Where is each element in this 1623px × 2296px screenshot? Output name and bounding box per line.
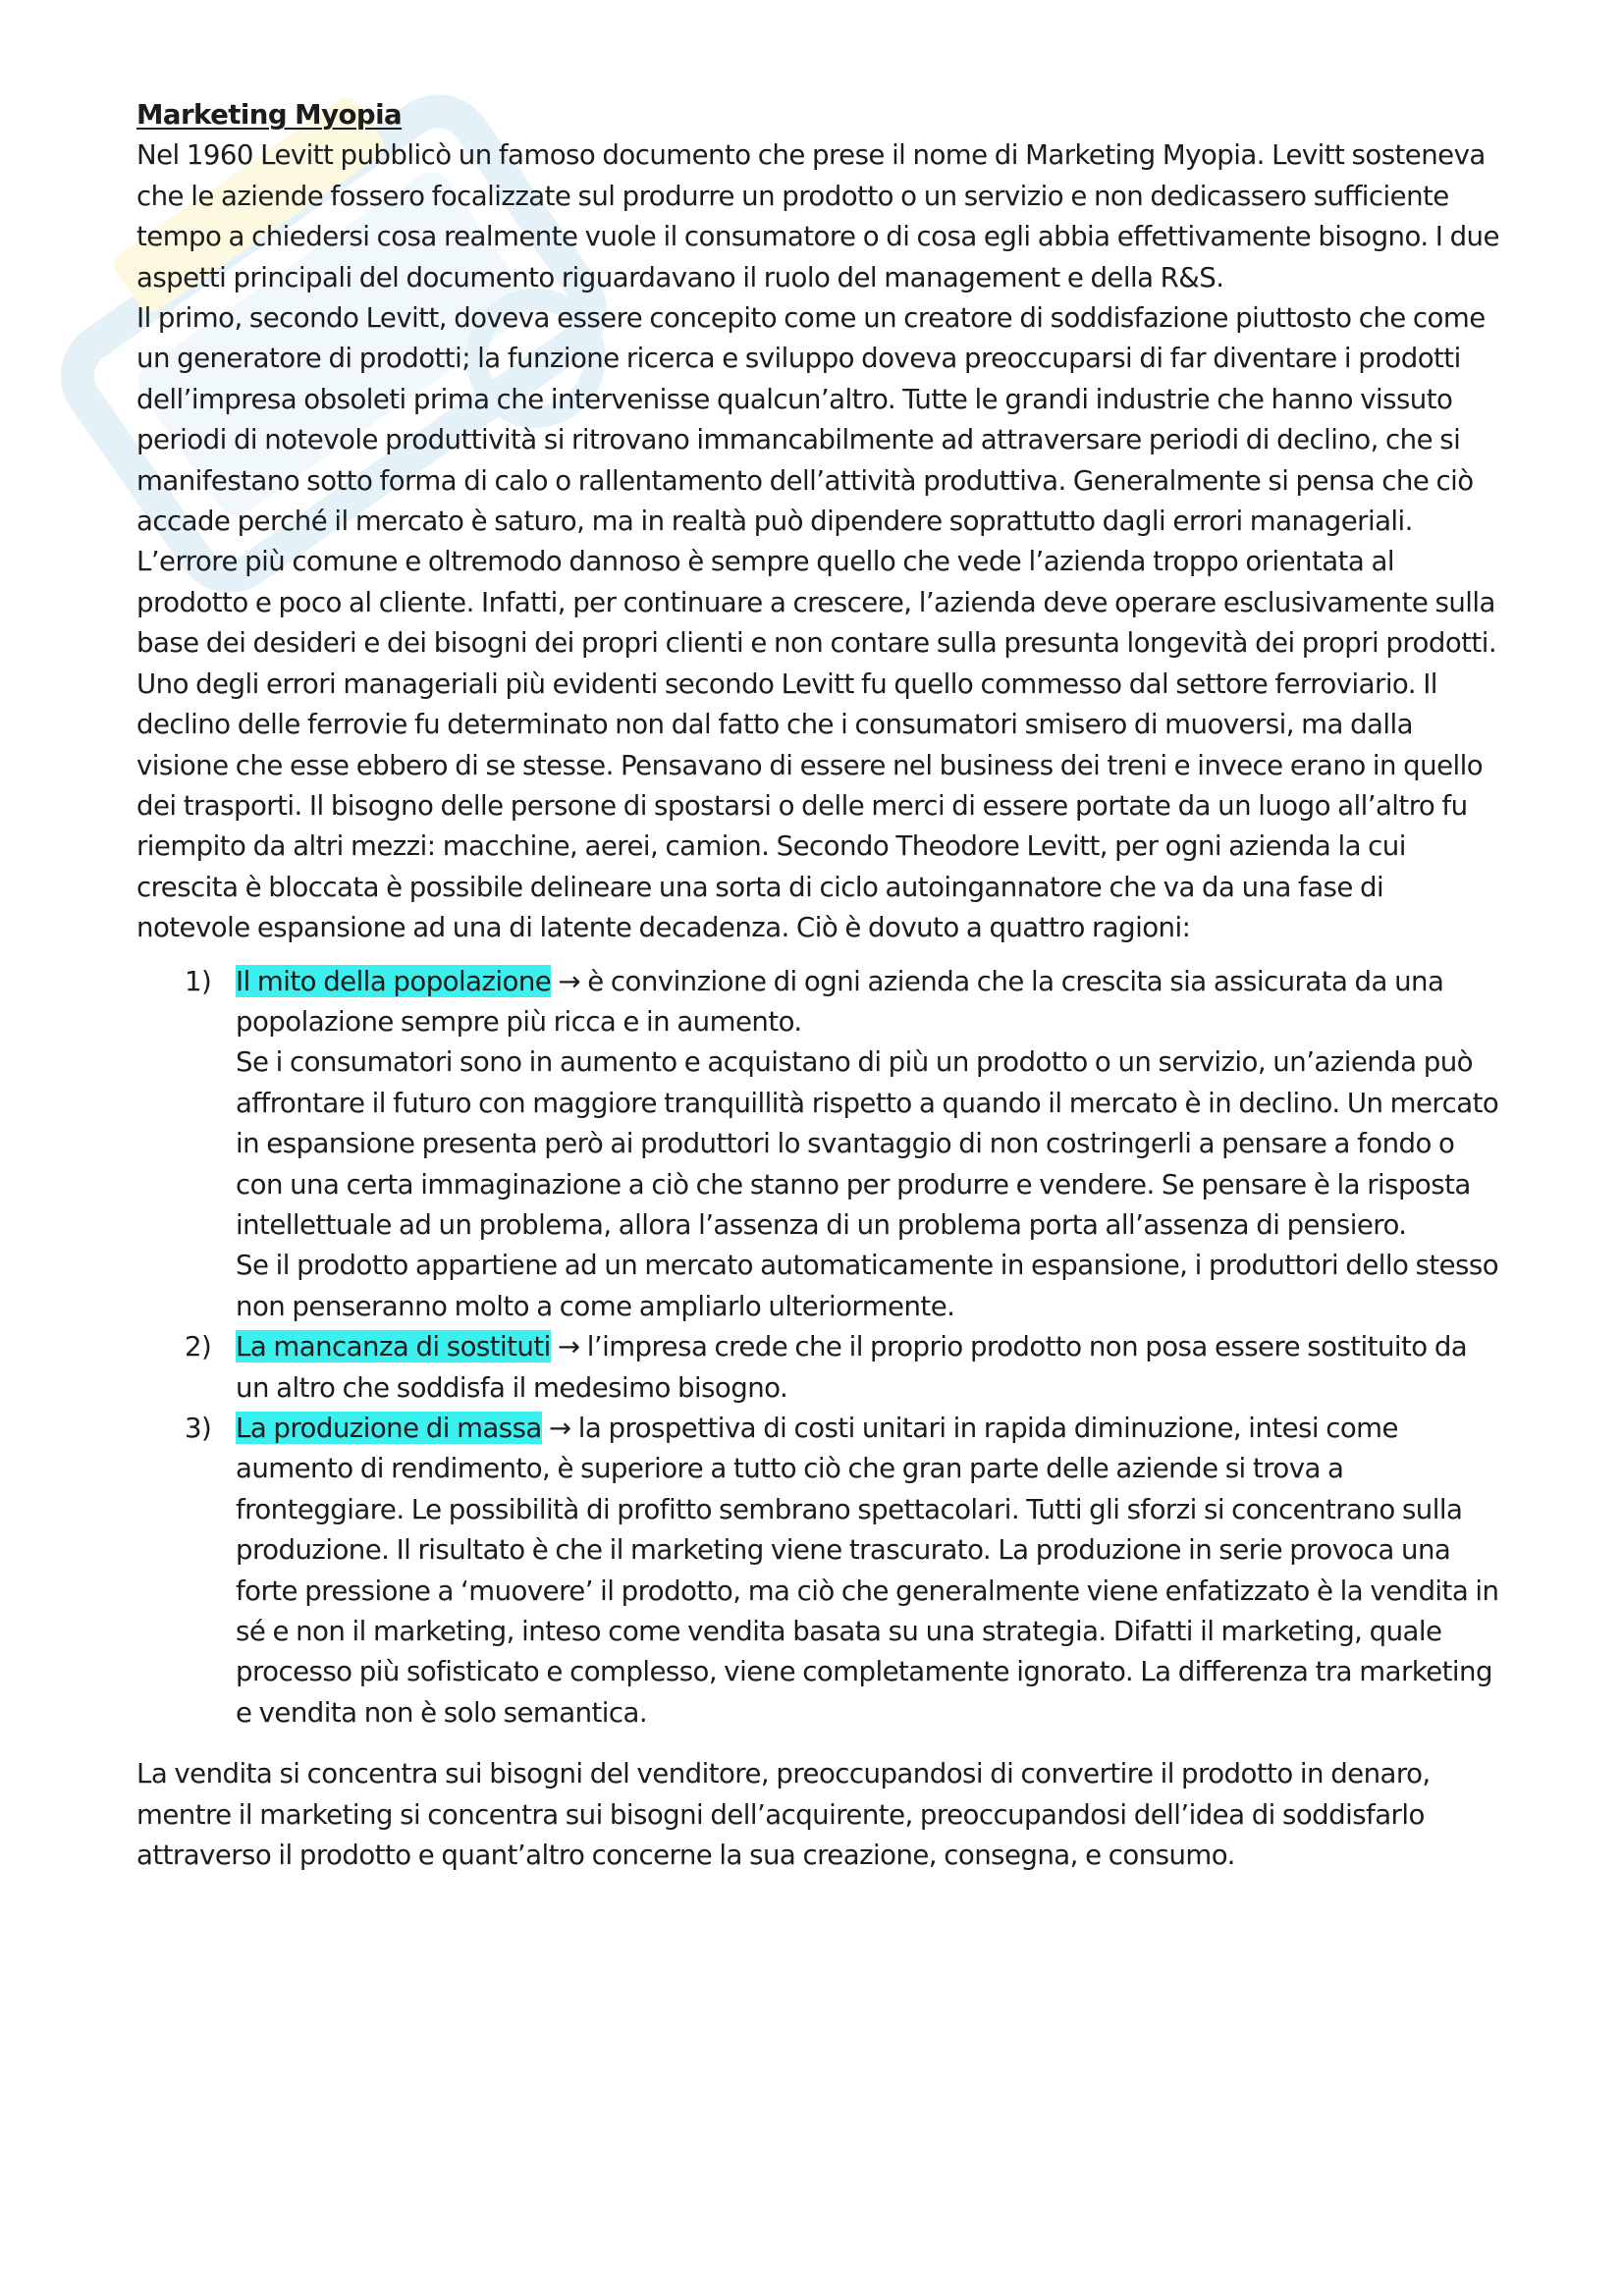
list-item-text: → l’impresa crede che il proprio prodotto non posa essere sostituito da un altro che soddisfa il medesimo bisogno.	[236, 1330, 1468, 1404]
highlighted-term: La mancanza di sostituti	[236, 1330, 551, 1363]
list-item-extra-paragraph: Se il prodotto appartiene ad un mercato automaticamente in espansione, i produttori dello stesso non penseranno molto a come ampliarlo ulteriormente.	[236, 1249, 1499, 1322]
intro-paragraph-2: Il primo, secondo Levitt, doveva essere concepito come un creatore di soddisfazione piuttosto che come un generatore di prodotti; la funzione ricerca e sviluppo doveva preoccuparsi di far diventare i prodotti dell’impresa obsoleti prima che intervenisse qualcun’altro. Tutte le grandi industrie che hanno vissuto periodi di notevole produttività si ritrovano immancabilmente ad attraversare periodi di declino, che si manifestano sotto forma di calo o rallentamento dell’attività produttiva. Generalmente si pensa che ciò accade perché il mercato è saturo, ma in realtà può dipendere soprattutto dagli errori manageriali. L’errore più comune e oltremodo dannoso è sempre quello che vede l’azienda troppo orientata al prodotto e poco al cliente. Infatti, per continuare a crescere, l’azienda deve operare esclusivamente sulla base dei desideri e dei bisogni dei propri clienti e non contare sulla presunta longevità dei propri prodotti. Uno degli errori manageriali più evidenti secondo Levitt fu quello commesso dal settore ferroviario. Il declino delle ferrovie fu determinato non dal fatto che i consumatori smisero di muoversi, ma dalla visione che esse ebbero di se stesse. Pensavano di essere nel business dei treni e invece erano in quello dei trasporti. Il bisogno delle persone di spostarsi o delle merci di essere portate da un luogo all’altro fu riempito da altri mezzi: macchine, aerei, camion. Secondo Theodore Levitt, per ogni azienda la cui crescita è bloccata è possibile delineare una sorta di ciclo autoingannatore che va da una fase di notevole espansione ad una di latente decadenza. Ciò è dovuto a quattro ragioni:	[136, 301, 1497, 944]
highlighted-term: La produzione di massa	[236, 1412, 542, 1444]
list-item	[136, 961, 1501, 1327]
list-item-text: → è convinzione di ogni azienda che la crescita sia assicurata da una popolazione sempre più ricca e in aumento.	[236, 964, 1444, 1038]
list-item-number: 1)	[185, 964, 212, 997]
list-item	[136, 1408, 1501, 1733]
list-item-extra-paragraph: Se i consumatori sono in aumento e acquistano di più un prodotto o un servizio, un’azienda può affrontare il futuro con maggiore tranquillità rispetto a quando il mercato è in declino. Un mercato in espansione presenta però ai produttori lo svantaggio di non costringerli a pensare a fondo o con una certa immaginazione a ciò che stanno per produrre e vendere. Se pensare è la risposta intellettuale ad un problema, allora l’assenza di un problema porta all’assenza di pensiero.	[236, 1045, 1499, 1241]
document-page	[136, 94, 1501, 1875]
intro-paragraph-1: Nel 1960 Levitt pubblicò un famoso documento che prese il nome di Marketing Myopia. Levitt sosteneva che le aziende fossero focalizzate sul produrre un prodotto o un servizio e non dedicassero sufficiente tempo a chiedersi cosa realmente vuole il consumatore o di cosa egli abbia effettivamente bisogno. I due aspetti principali del documento riguardavano il ruolo del management e della R&S.	[136, 138, 1499, 294]
list-item-text: → la prospettiva di costi unitari in rapida diminuzione, intesi come aumento di rendimento, è superiore a tutto ciò che gran parte delle aziende si trova a fronteggiare. Le possibilità di profitto sembrano spettacolari. Tutti gli sforzi si concentrano sulla produzione. Il risultato è che il marketing viene trascurato. La produzione in serie provoca una forte pressione a ‘muovere’ il prodotto, ma ciò che generalmente viene enfatizzato è la vendita in sé e non il marketing, inteso come vendita basata su una strategia. Difatti il marketing, quale processo più sofisticato e complesso, viene completamente ignorato. La differenza tra marketing e vendita non è solo semantica.	[236, 1412, 1499, 1729]
list-item	[136, 1326, 1501, 1408]
reasons-list	[136, 961, 1501, 1734]
document-title: Marketing Myopia	[136, 98, 403, 131]
highlighted-term: Il mito della popolazione	[236, 964, 552, 997]
list-item-number: 3)	[185, 1412, 212, 1444]
closing-paragraph: La vendita si concentra sui bisogni del venditore, preoccupandosi di convertire il prodotto in denaro, mentre il marketing si concentra sui bisogni dell’acquirente, preoccupandosi dell’idea di soddisfarlo attraverso il prodotto e quant’altro concerne la sua creazione, consegna, e consumo.	[136, 1757, 1431, 1872]
list-item-number: 2)	[185, 1330, 212, 1363]
